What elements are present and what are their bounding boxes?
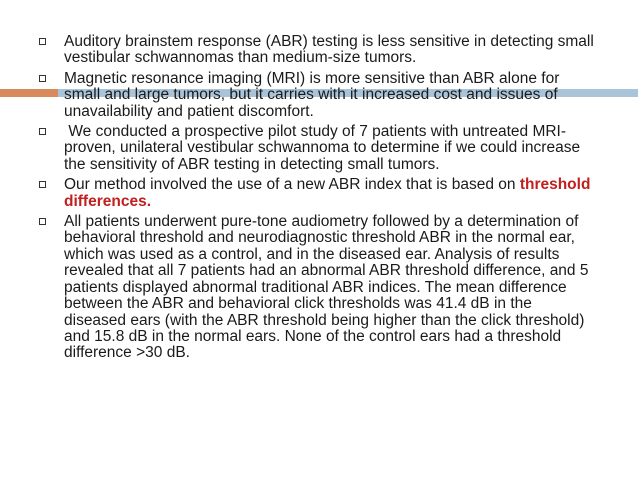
bullet-text: Magnetic resonance imaging (MRI) is more sensitive than ABR alone for small and large tumors, but it carries with it increased cost and issues of unavailability and patient discomfort. — [64, 69, 560, 120]
bullet-item-method — [38, 177, 598, 210]
bullet-text: Auditory brainstem response (ABR) testing is less sensitive in detecting small vestibular schwannomas than medium-size tumors. — [64, 33, 594, 67]
hollow-square-bullet-icon — [39, 38, 46, 45]
highlighted-term: threshold differences. — [64, 176, 591, 210]
hollow-square-bullet-icon — [39, 181, 46, 188]
bullet-text: We conducted a prospective pilot study of 7 patients with untreated MRI-proven, unilateral vestibular schwannoma to determine if we could increase the sensitivity of ABR testing in detecting small tumors. — [64, 123, 585, 173]
hollow-square-bullet-icon — [39, 218, 46, 225]
bullet-item-pilot-study — [38, 124, 598, 173]
hollow-square-bullet-icon — [39, 75, 46, 82]
hollow-square-bullet-icon — [39, 128, 46, 135]
bullet-list — [38, 34, 598, 366]
bullet-text: Our method involved the use of a new ABR index that is based on — [64, 176, 520, 194]
bullet-item-abr-sensitivity — [38, 34, 598, 67]
bullet-item-mri — [38, 71, 598, 120]
bullet-text: All patients underwent pure-tone audiometry followed by a determination of behavioral threshold and neurodiagnostic threshold ABR in the normal ear, which was used as a control, and in the diseased ear. Analysis of results revealed that all 7 patients had an abnormal ABR threshold difference, and 5 patients displayed abnormal traditional ABR indices. The mean difference between the ABR and behavioral click thresholds was 41.4 dB in the diseased ears (with the ABR threshold being higher than the click threshold) and 15.8 dB in the normal ears. None of the control ears had a threshold difference >30 dB. — [64, 213, 589, 362]
bullet-item-results — [38, 214, 598, 362]
